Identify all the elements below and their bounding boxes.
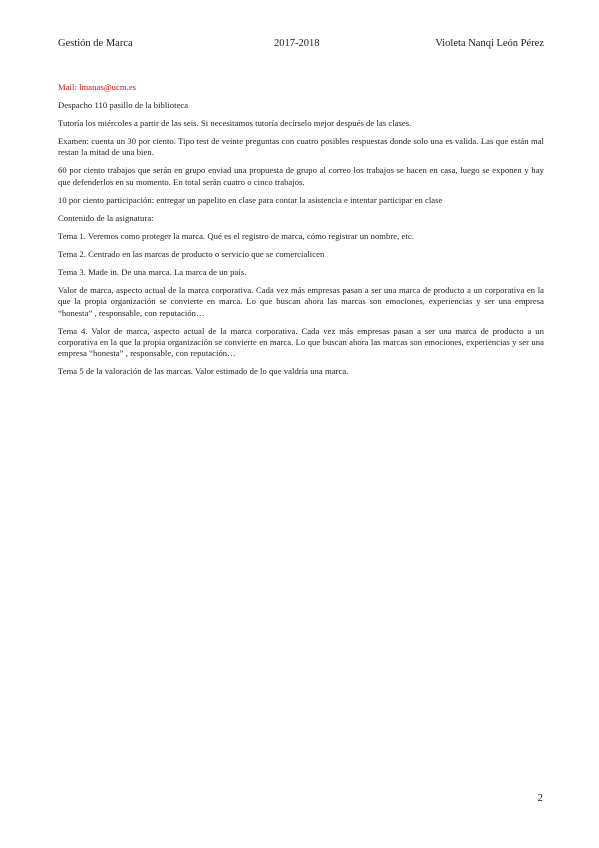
contact-email: Mail: lmanas@ucm.es xyxy=(58,82,137,92)
header-academic-year: 2017-2018 xyxy=(274,38,320,49)
document-body xyxy=(58,82,544,384)
page-header xyxy=(58,38,544,49)
page-number: 2 xyxy=(537,792,543,804)
topic-1-paragraph: Tema 1. Veremos como proteger la marca. Qué es el registro de marca, cómo registrar un nombre, etc. xyxy=(58,230,414,241)
office-paragraph: Despacho 110 pasillo de la biblioteca xyxy=(58,100,189,110)
topic-4-paragraph: Tema 4. Valor de marca, aspecto actual de la marca corporativa. Cada vez más empresas pasan a ser una marca de producto a un corporativa en la que la propia organización se convierte en marca. Lo que buscan ahora las marcas son emociones, experiencias y ser una empresa “honesta” , responsable, con reputación… xyxy=(58,325,544,359)
tutoring-paragraph: Tutoría los miércoles a partir de las seis. Si necesitamos tutoría decírselo mejor después de las clases. xyxy=(58,118,412,128)
participation-paragraph: 10 por ciento participación: entregar un papelito en clase para contar la asistencia e intentar participar en clase xyxy=(58,194,443,205)
topic-3-paragraph: Tema 3. Made in. De una marca. La marca de un país. xyxy=(58,266,247,277)
brand-value-paragraph: Valor de marca, aspecto actual de la marca corporativa. Cada vez más empresas pasan a ser una marca de producto a un corporativa en la que la propia organización se convierte en marca. Lo que buscan ahora las marcas son emociones, experiencias y ser una empresa “honesta” , responsable, con reputación… xyxy=(58,284,544,318)
course-content-heading: Contenido de la asignatura: xyxy=(58,212,154,223)
topic-5-paragraph: Tema 5 de la valoración de las marcas. Valor estimado de lo que valdría una marca. xyxy=(58,366,349,377)
exam-paragraph: Examen: cuenta un 30 por ciento. Tipo test de veinte preguntas con cuatro posibles respuestas donde solo una es valida. Las que están mal restan la mitad de una bien. xyxy=(58,136,544,158)
header-author-name: Violeta Nanqi León Pérez xyxy=(435,38,544,49)
group-work-paragraph: 60 por ciento trabajos que serán en grupo enviad una propuesta de grupo al correo los trabajos se hacen en casa, luego se exponen y hay que defenderlos en su momento. En total serán cuatro o cinco trabajos. xyxy=(58,165,544,187)
topic-2-paragraph: Tema 2. Centrado en las marcas de producto o servicio que se comercialicen xyxy=(58,248,325,259)
header-course-title: Gestión de Marca xyxy=(58,38,133,49)
